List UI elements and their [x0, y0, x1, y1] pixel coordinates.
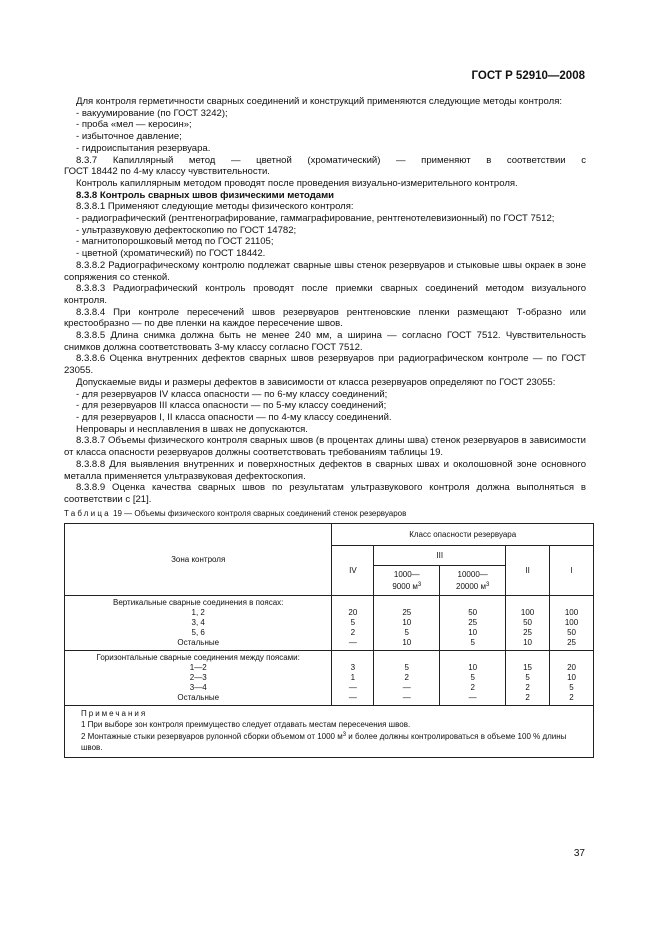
- zone-row: 5, 6: [191, 628, 205, 638]
- cell-value: 25: [468, 618, 478, 628]
- zone-row: 1—2: [189, 663, 207, 673]
- cell-value: 5: [525, 673, 530, 683]
- unit-superscript: 3: [417, 581, 422, 588]
- zone-row: Остальные: [177, 638, 220, 648]
- cell-value: 2: [525, 683, 530, 693]
- vertical-iv-values: [332, 596, 374, 651]
- header-class: Класс опасности резервуара: [332, 524, 594, 546]
- table-caption-label: Таблица: [64, 508, 111, 518]
- inspection-volume-table: [64, 523, 594, 758]
- zone-row: Остальные: [177, 693, 220, 703]
- cell-value: 10: [523, 638, 533, 648]
- vertical-iii-1-values: [374, 596, 440, 651]
- header-range-2: [440, 566, 506, 596]
- cell-value: 100: [520, 608, 535, 618]
- cell-value: 100: [564, 608, 579, 618]
- horizontal-iv-values: [332, 651, 374, 706]
- horizontal-joints-zone: [65, 651, 332, 706]
- cell-value: 25: [402, 608, 412, 618]
- list-item: - вакуумирование (по ГОСТ 3242);: [76, 107, 228, 119]
- zone-row: 2—3: [189, 673, 207, 683]
- zone-row: 3—4: [189, 683, 207, 693]
- cell-value: 3: [350, 663, 356, 673]
- header-class-i: I: [550, 546, 594, 596]
- cell-value: 5: [404, 663, 409, 673]
- cell-value: 100: [564, 618, 579, 628]
- cell-value: 5: [470, 638, 475, 648]
- zone-row: 3, 4: [191, 618, 205, 628]
- paragraph: 8.3.8.3 Радиографический контроль проводят после приемки сварных соединений методом визуального контроля.: [64, 283, 586, 306]
- list-item: - ультразвуковую дефектоскопию по ГОСТ 14782;: [76, 224, 297, 236]
- paragraph: 8.3.8.7 Объемы физического контроля сварных швов (в процентах длины шва) стенок резервуаров в зависимости от класса опасности резервуаров должны соответствовать требованиям таблицы 19.: [64, 435, 586, 459]
- cell-value: 5: [404, 628, 409, 638]
- cell-value: 10: [402, 618, 412, 628]
- cell-value: 2: [525, 693, 530, 703]
- paragraph: Контроль капиллярным методом проводят после проведения визуально-измерительного контроля.: [76, 177, 518, 189]
- vertical-ii-values: [506, 596, 550, 651]
- list-item: - цветной (хроматический) по ГОСТ 18442.: [76, 248, 266, 260]
- cell-value: 15: [523, 663, 533, 673]
- range-2-start: 10000—: [457, 569, 488, 579]
- cell-value: 25: [523, 628, 533, 638]
- vertical-joints-title: Вертикальные сварные соединения в поясах:: [113, 598, 284, 608]
- cell-value: —: [348, 683, 357, 693]
- notes-title: Примечания: [81, 709, 148, 719]
- note-1: 1 При выборе зон контроля преимущество следует отдавать местам пересечения швов.: [81, 719, 411, 729]
- note-2: [69, 730, 589, 753]
- paragraph: ГОСТ 18442 по 4-му классу чувствительности.: [64, 166, 270, 178]
- note-2-start: 2 Монтажные стыки резервуаров рулонной сборки объемом от 1000 м: [81, 732, 343, 742]
- paragraph: 8.3.7 Капиллярный метод — цветной (хроматический) — применяют в соответствии с: [76, 154, 586, 166]
- horizontal-iii-2-values: [440, 651, 506, 706]
- cell-value: 2: [569, 693, 574, 703]
- table-caption: [64, 508, 586, 520]
- cell-value: —: [402, 693, 411, 703]
- horizontal-i-values: [550, 651, 594, 706]
- cell-value: 25: [567, 638, 576, 648]
- range-1-start: 1000—: [393, 569, 420, 579]
- cell-value: 5: [569, 683, 574, 693]
- list-item: - избыточное давление;: [76, 131, 182, 143]
- vertical-joints-zone: [65, 596, 332, 651]
- horizontal-ii-values: [506, 651, 550, 706]
- paragraph: Допускаемые виды и размеры дефектов в зависимости от класса резервуаров определяют по ГОСТ 23055:: [76, 376, 556, 388]
- cell-value: —: [402, 683, 411, 693]
- note-2-end: и более должны контролироваться в объеме 100 % длины швов.: [81, 732, 567, 752]
- paragraph: Непровары и несплавления в швах не допускаются.: [76, 423, 308, 435]
- paragraph: 8.3.8.5 Длина снимка должна быть не менее 240 мм, а ширина — согласно ГОСТ 7512. Чувствительность снимков должна соответствовать 3-му классу согласно ГОСТ 7512.: [64, 330, 586, 353]
- cell-value: —: [348, 638, 357, 648]
- cell-value: 50: [468, 608, 478, 618]
- list-item: - для резервуаров III класса опасности — по 5-му классу соединений;: [76, 400, 387, 412]
- cell-value: —: [468, 693, 477, 703]
- vertical-iii-2-values: [440, 596, 506, 651]
- paragraph: 8.3.8.9 Оценка качества сварных швов по результатам ультразвукового контроля должна выполняться в соответствии с [21].: [64, 482, 586, 505]
- paragraph: 8.3.8.2 Радиографическому контролю подлежат сварные швы стенок резервуаров и стыковые швы окраек в зоне сопряжения со стенкой.: [64, 259, 586, 283]
- page-number: 37: [573, 848, 585, 859]
- header-zone: Зона контроля: [65, 524, 332, 596]
- paragraph: Для контроля герметичности сварных соединений и конструкций применяются следующие методы контроля:: [76, 96, 563, 107]
- cell-value: 10: [468, 628, 478, 638]
- page-body: [64, 96, 586, 758]
- range-2-end: 20000 м: [456, 581, 486, 591]
- cell-value: —: [348, 693, 357, 703]
- paragraph: 8.3.8.6 Оценка внутренних дефектов сварных швов резервуаров при радиографическом контроле — по ГОСТ 23055.: [64, 353, 586, 377]
- list-item: - гидроиспытания резервуара.: [76, 142, 211, 154]
- cell-value: 5: [350, 618, 356, 628]
- cell-value: 20: [348, 608, 358, 618]
- cell-value: 5: [470, 673, 475, 683]
- cell-value: 2: [470, 683, 475, 693]
- cell-value: 2: [350, 628, 356, 638]
- range-1-end: 9000 м: [392, 581, 418, 591]
- header-class-iii: III: [374, 546, 506, 566]
- list-item: - радиографический (рентгенографирование, гаммаграфирование, рентгенотелевизионный) по ГОСТ 7512;: [76, 213, 555, 225]
- horizontal-joints-title: Горизонтальные сварные соединения между поясами:: [96, 653, 300, 663]
- table-caption-text: 19 — Объемы физического контроля сварных соединений стенок резервуаров: [113, 508, 407, 518]
- cell-value: 20: [567, 663, 576, 673]
- header-class-ii: II: [506, 546, 550, 596]
- cell-value: 10: [468, 663, 478, 673]
- paragraph: 8.3.8.4 При контроле пересечений швов резервуаров рентгеновские пленки размещают Т-образно или крестообразно — по две пленки на каждое пересечение швов.: [64, 306, 586, 330]
- cell-value: 10: [402, 638, 412, 648]
- section-heading: 8.3.8 Контроль сварных швов физическими методами: [76, 189, 335, 201]
- list-item: - для резервуаров IV класса опасности — по 6-му классу соединений;: [76, 388, 388, 400]
- table-notes: [65, 706, 594, 758]
- paragraph: 8.3.8.8 Для выявления внутренних и поверхностных дефектов в сварных швах и околошовной зоне основного металла применяется ультразвуковая дефектоскопия.: [64, 458, 586, 482]
- vertical-i-values: [550, 596, 594, 651]
- cell-value: 50: [523, 618, 533, 628]
- list-item: - для резервуаров I, II класса опасности — по 4-му классу соединений.: [76, 411, 392, 423]
- cell-value: 10: [567, 673, 576, 683]
- unit-superscript: 3: [485, 581, 490, 588]
- list-item: - магнитопорошковый метод по ГОСТ 21105;: [76, 236, 274, 248]
- note-2-superscript: 3: [342, 732, 347, 739]
- paragraph: 8.3.8.1 Применяют следующие методы физического контроля:: [76, 201, 354, 213]
- document-header: ГОСТ Р 52910—2008: [471, 70, 585, 82]
- zone-row: 1, 2: [191, 608, 205, 618]
- cell-value: 50: [567, 628, 576, 638]
- list-item: - проба «мел — керосин»;: [76, 119, 192, 131]
- horizontal-iii-1-values: [374, 651, 440, 706]
- header-range-1: [374, 566, 440, 596]
- cell-value: 1: [350, 673, 356, 683]
- cell-value: 2: [404, 673, 409, 683]
- header-class-iv: IV: [332, 546, 374, 596]
